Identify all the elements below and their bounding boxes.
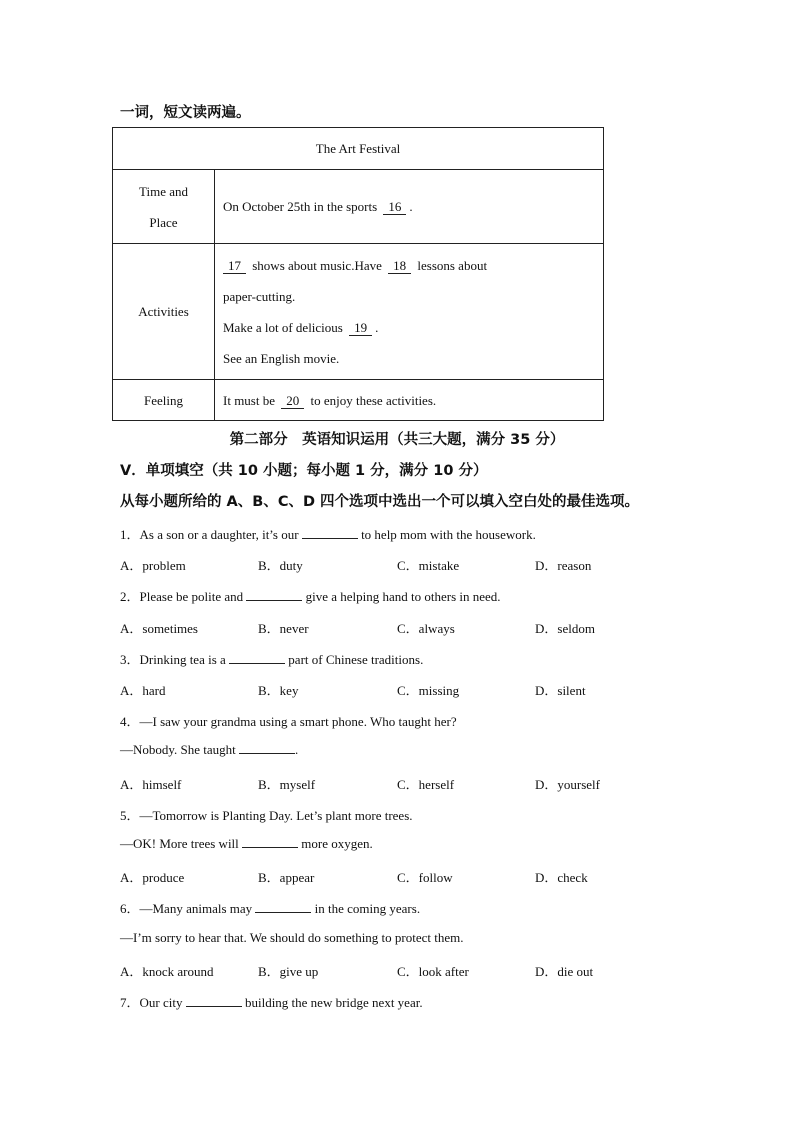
option-b[interactable]: B．appear <box>258 870 315 885</box>
question-4-reply <box>120 742 298 758</box>
question-5: 5．—Tomorrow is Planting Day. Let’s plant more trees. <box>120 808 413 823</box>
answer-blank <box>242 836 298 848</box>
label-line: Place <box>149 214 178 230</box>
option-a[interactable]: A．knock around <box>120 964 214 979</box>
row-label-feeling: Feeling <box>113 380 215 421</box>
section-instruction: 从每小题所给的 A、B、C、D 四个选项中选出一个可以填入空白处的最佳选项。 <box>120 494 640 510</box>
label-line: Time and <box>139 183 188 199</box>
option-a[interactable]: A．sometimes <box>120 621 198 636</box>
option-b[interactable]: B．never <box>258 621 309 636</box>
option-c[interactable]: C．always <box>397 621 455 636</box>
option-a[interactable]: A．hard <box>120 683 166 698</box>
blank-19: 19 <box>349 320 372 336</box>
question-text: 1．As a son or a daughter, it’s our <box>120 527 302 542</box>
answer-blank <box>246 589 302 601</box>
answer-blank <box>229 652 285 664</box>
question-text: to help mom with the housework. <box>361 527 536 542</box>
option-d[interactable]: D．reason <box>535 558 592 573</box>
content-text: shows about music.Have <box>252 257 382 273</box>
question-3 <box>120 649 423 668</box>
question-text: 7．Our city <box>120 995 186 1010</box>
option-c[interactable]: C．missing <box>397 683 460 698</box>
row-label-activities: Activities <box>113 244 215 380</box>
content-text: Make a lot of delicious <box>223 319 343 335</box>
option-b[interactable]: B．give up <box>258 964 319 979</box>
option-b[interactable]: B．myself <box>258 777 316 792</box>
question-5-reply <box>120 836 373 852</box>
content-text: It must be <box>223 392 275 408</box>
row-label-time-place <box>113 170 215 244</box>
activity-line <box>223 312 603 343</box>
question-text: part of Chinese traditions. <box>288 652 424 667</box>
activity-line: See an English movie. <box>223 350 340 366</box>
blank-18: 18 <box>388 258 411 274</box>
option-a[interactable]: A．problem <box>120 558 186 573</box>
question-7 <box>120 992 423 1011</box>
option-c[interactable]: C．follow <box>397 870 453 885</box>
table-title: The Art Festival <box>113 128 604 170</box>
art-festival-table <box>112 127 604 421</box>
question-4: 4．—I saw your grandma using a smart phone. Who taught her? <box>120 714 457 729</box>
option-d[interactable]: D．silent <box>535 683 586 698</box>
content-text: lessons about <box>417 257 488 273</box>
question-text: 6．—Many animals may <box>120 901 256 916</box>
question-6 <box>120 898 420 917</box>
content-text: On October 25th in the sports <box>223 199 378 214</box>
option-d[interactable]: D．yourself <box>535 777 600 792</box>
activity-line: paper-cutting. <box>223 288 296 304</box>
question-text: —OK! More trees will <box>120 836 243 851</box>
option-d[interactable]: D．check <box>535 870 588 885</box>
answer-blank <box>255 901 311 913</box>
intro-text: 一词，短文读两遍。 <box>120 105 251 121</box>
answer-blank <box>239 742 295 754</box>
question-text: —Nobody. She taught <box>120 742 240 757</box>
question-2 <box>120 586 501 605</box>
row-content-feeling <box>215 380 604 421</box>
activity-line <box>223 250 603 281</box>
option-a[interactable]: A．produce <box>120 870 185 885</box>
option-d[interactable]: D．seldom <box>535 621 595 636</box>
question-text: give a helping hand to others in need. <box>305 589 501 604</box>
row-content-activities <box>215 244 604 380</box>
option-c[interactable]: C．mistake <box>397 558 460 573</box>
question-text: building the new bridge next year. <box>244 995 423 1010</box>
question-text: 2．Please be polite and <box>120 589 247 604</box>
blank-20: 20 <box>281 393 304 409</box>
answer-blank <box>186 995 242 1007</box>
question-text: 3．Drinking tea is a <box>120 652 230 667</box>
content-text: . <box>375 319 379 335</box>
section-title: Ⅴ．单项填空（共 10 小题；每小题 1 分，满分 10 分） <box>120 463 488 479</box>
question-text: more oxygen. <box>301 836 373 851</box>
blank-16: 16 <box>383 199 406 215</box>
question-text: . <box>295 742 299 757</box>
option-c[interactable]: C．herself <box>397 777 455 792</box>
content-text: to enjoy these activities. <box>310 392 437 408</box>
option-d[interactable]: D．die out <box>535 964 594 979</box>
question-1 <box>120 524 536 543</box>
row-content-time-place <box>215 170 604 244</box>
option-a[interactable]: A．himself <box>120 777 182 792</box>
option-c[interactable]: C．look after <box>397 964 469 979</box>
answer-blank <box>302 527 358 539</box>
option-b[interactable]: B．duty <box>258 558 303 573</box>
part-heading: 第二部分 英语知识运用（共三大题，满分 35 分） <box>229 432 565 448</box>
content-text: . <box>409 199 413 214</box>
option-b[interactable]: B．key <box>258 683 299 698</box>
blank-17: 17 <box>223 258 246 274</box>
question-text: in the coming years. <box>314 901 421 916</box>
question-6-reply: —I’m sorry to hear that. We should do something to protect them. <box>120 930 464 945</box>
